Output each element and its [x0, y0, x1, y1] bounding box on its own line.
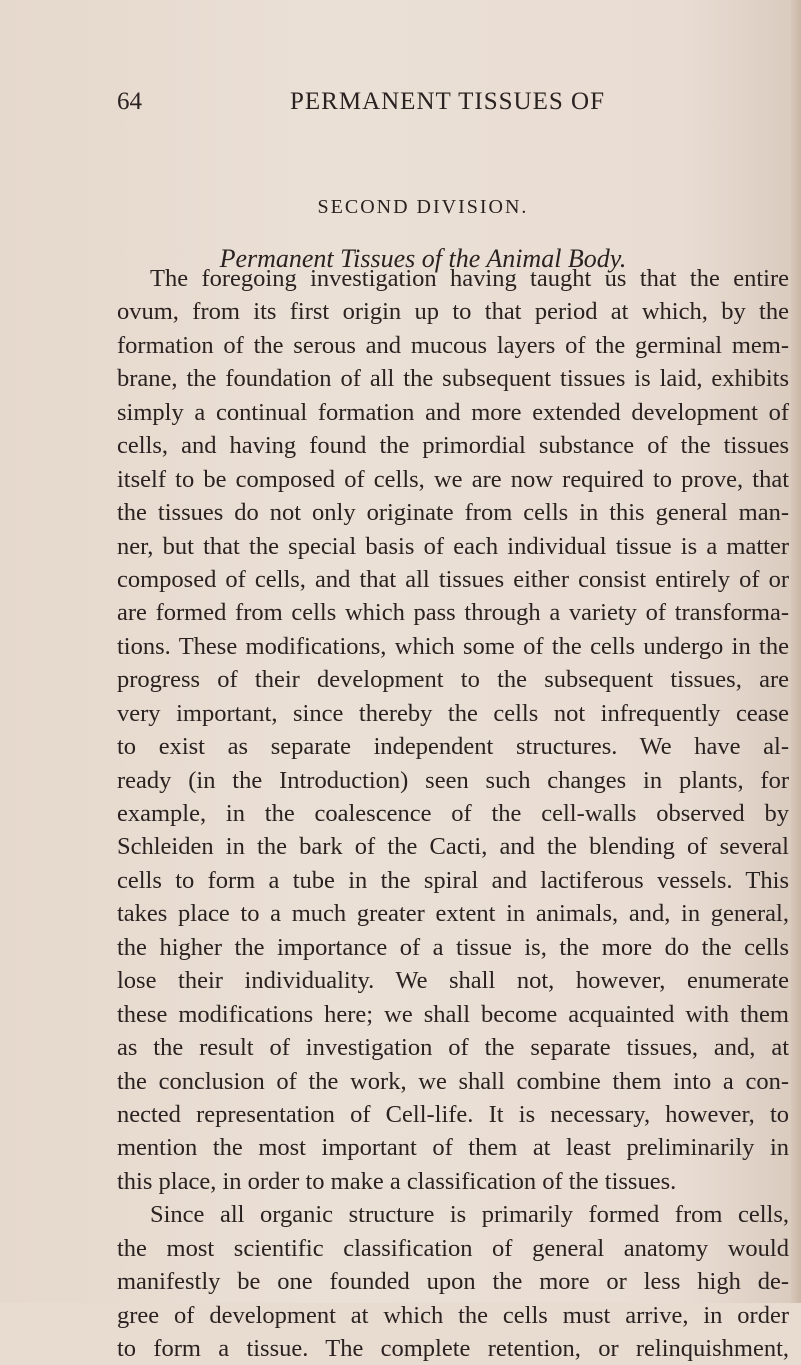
text-line: as the result of investigation of the separate tissues, and, at [117, 1034, 789, 1062]
text-line: the tissues do not only originate from cells in this general man- [117, 499, 789, 527]
text-line: cells, and having found the primordial substance of the tissues [117, 432, 789, 460]
text-line: to exist as separate independent structures. We have al- [117, 733, 789, 761]
text-line: formation of the serous and mucous layers of the germinal mem- [117, 331, 789, 359]
text-line: ready (in the Introduction) seen such changes in plants, for [117, 766, 789, 794]
text-line: tions. These modifications, which some of the cells undergo in the [117, 632, 789, 660]
body-text [117, 262, 789, 1365]
text-line: itself to be composed of cells, we are now required to prove, that [117, 465, 789, 493]
text-line: composed of cells, and that all tissues either consist entirely of or [117, 565, 789, 593]
division-heading: SECOND DIVISION. [317, 196, 529, 218]
text-line: lose their individuality. We shall not, however, enumerate [117, 967, 789, 995]
text-line: manifestly be one founded upon the more or less high de- [117, 1268, 789, 1296]
text-line: ovum, from its first origin up to that period at which, by the [117, 298, 789, 326]
text-line: are formed from cells which pass through a variety of transforma- [117, 599, 789, 627]
text-line: Since all organic structure is primarily formed from cells, [150, 1201, 789, 1229]
text-line: the most scientific classification of general anatomy would [117, 1234, 789, 1262]
text-line: progress of their development to the subsequent tissues, are [117, 666, 789, 694]
section-subtitle: Permanent Tissues of the Animal Body. [219, 244, 627, 273]
text-line: these modifications here; we shall become acquainted with them [117, 1000, 789, 1028]
text-line: gree of development at which the cells must arrive, in order [117, 1301, 789, 1329]
text-line: nected representation of Cell-life. It is necessary, however, to [117, 1100, 789, 1128]
text-line: brane, the foundation of all the subsequent tissues is laid, exhibits [117, 365, 789, 393]
text-line: takes place to a much greater extent in animals, and, in general, [117, 900, 789, 928]
text-line: cells to form a tube in the spiral and lactiferous vessels. This [117, 866, 789, 894]
text-line: example, in the coalescence of the cell-walls observed by [117, 800, 789, 827]
text-line: Schleiden in the bark of the Cacti, and the blending of several [117, 833, 789, 861]
text-line: this place, in order to make a classification of the tissues. [117, 1167, 677, 1195]
text-line: the conclusion of the work, we shall combine them into a con- [117, 1067, 789, 1095]
text-line: very important, since thereby the cells not infrequently cease [117, 699, 789, 727]
text-line: simply a continual formation and more extended development of [117, 398, 789, 426]
text-line: to form a tissue. The complete retention, or relinquishment, [117, 1335, 789, 1362]
text-line: the higher the importance of a tissue is, the more do the cells [117, 933, 789, 961]
page-number: 64 [117, 88, 142, 115]
text-line: mention the most important of them at least preliminarily in [117, 1134, 789, 1162]
text-line: The foregoing investigation having taught us that the entire [150, 265, 789, 292]
text-line: ner, but that the special basis of each individual tissue is a matter [117, 532, 789, 560]
running-title: PERMANENT TISSUES OF [290, 88, 605, 115]
